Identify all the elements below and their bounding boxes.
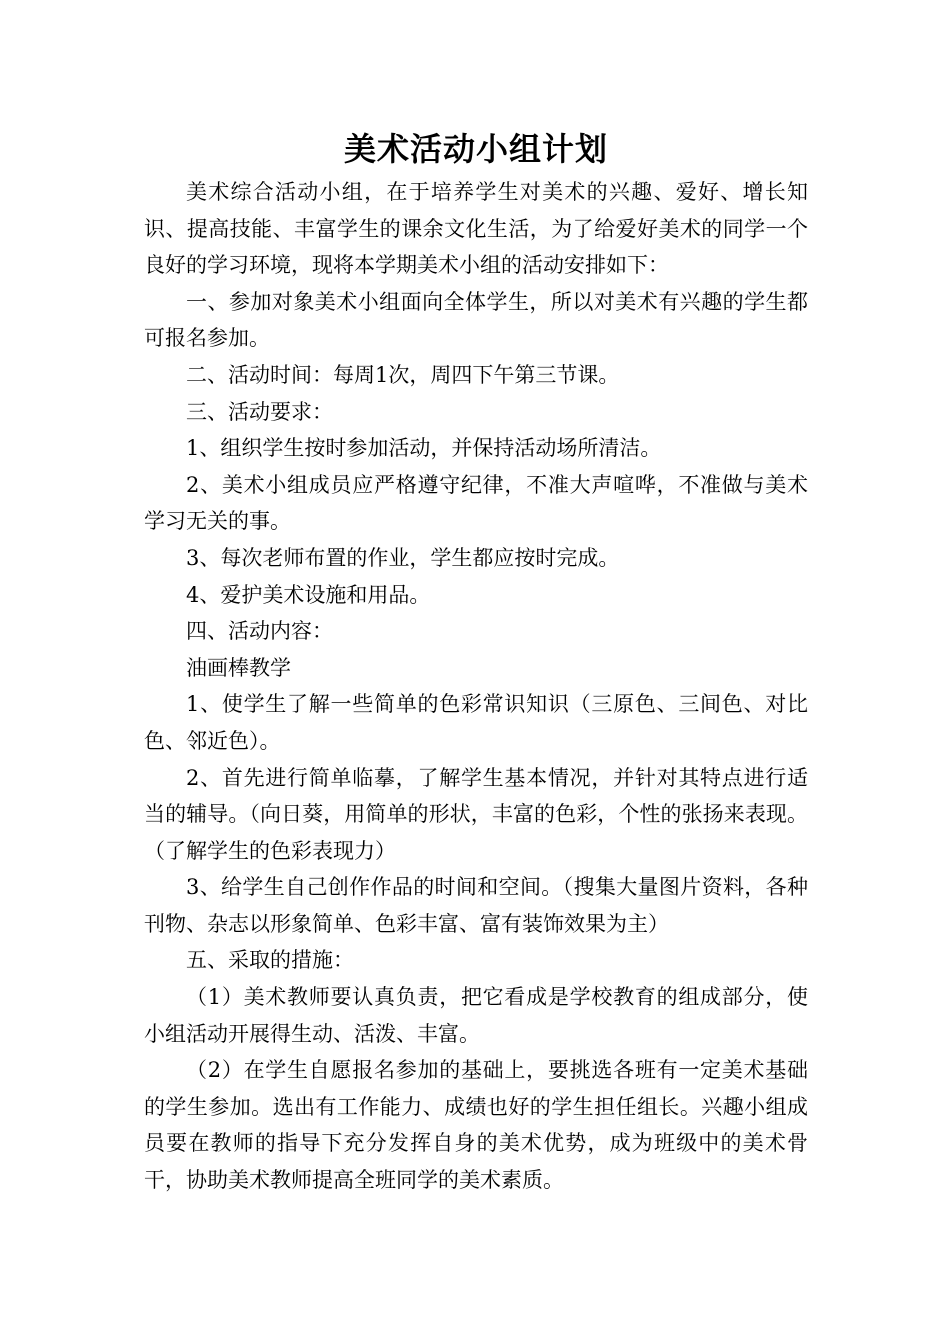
intro-paragraph: 美术综合活动小组，在于培养学生对美术的兴趣、爱好、增长知识、提高技能、丰富学生的课余文化生活，为了给爱好美术的同学一个良好的学习环境，现将本学期美术小组的活动安排如下： (144, 180, 808, 278)
section-time: 二、活动时间：每周1次，周四下午第三节课。 (186, 362, 620, 387)
measure-item-1: （1）美术教师要认真负责，把它看成是学校教育的组成部分，使小组活动开展得生动、活泼、丰富。 (144, 985, 808, 1046)
section-content-heading: 四、活动内容： (186, 619, 333, 644)
requirement-item-3: 3、每次老师布置的作业，学生都应按时完成。 (186, 545, 620, 570)
requirement-item-1: 1、组织学生按时参加活动，并保持活动场所清洁。 (186, 436, 662, 461)
content-item-2: 2、首先进行简单临摹，了解学生基本情况，并针对其特点进行适当的辅导。（向日葵，用简单的形状，丰富的色彩，个性的张扬来表现。（了解学生的色彩表现力） (144, 765, 808, 863)
requirement-item-4: 4、爱护美术设施和用品。 (186, 582, 431, 607)
measure-item-2: （2）在学生自愿报名参加的基础上，要挑选各班有一定美术基础的学生参加。选出有工作能力、成绩也好的学生担任组长。兴趣小组成员要在教师的指导下充分发挥自身的美术优势，成为班级中的美术骨干，协助美术教师提高全班同学的美术素质。 (144, 1058, 808, 1193)
document-page (144, 126, 808, 1199)
section-requirements-heading: 三、活动要求： (186, 399, 333, 424)
content-item-3: 3、给学生自己创作作品的时间和空间。（搜集大量图片资料，各种刊物、杂志以形象简单、色彩丰富、富有装饰效果为主） (144, 875, 808, 936)
section-participants: 一、参加对象美术小组面向全体学生，所以对美术有兴趣的学生都可报名参加。 (144, 289, 808, 351)
document-body (144, 174, 808, 1199)
content-subheading: 油画棒教学 (186, 655, 291, 680)
content-item-1: 1、使学生了解一些简单的色彩常识知识（三原色、三间色、对比色、邻近色）。 (144, 692, 808, 753)
section-measures-heading: 五、采取的措施： (186, 948, 354, 973)
requirement-item-2: 2、美术小组成员应严格遵守纪律，不准大声喧哗，不准做与美术学习无关的事。 (144, 472, 808, 534)
document-title: 美术活动小组计划 (343, 130, 608, 168)
